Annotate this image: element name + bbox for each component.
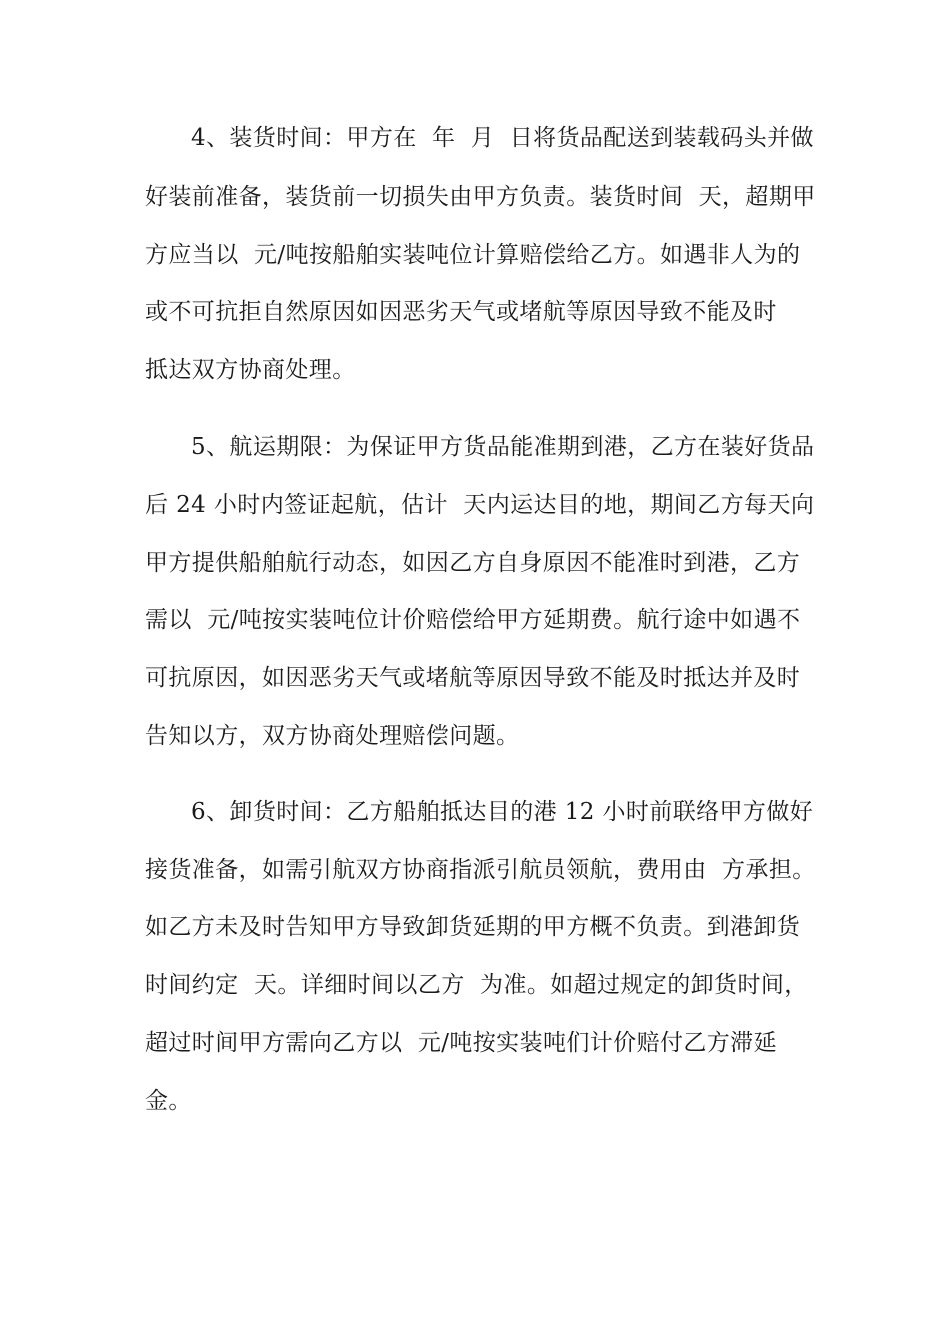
- paragraph-4-line-2: 好装前准备，装货前一切损失由甲方负责。装货时间 天，超期甲: [145, 184, 816, 210]
- paragraph-6-line-6: 金。: [145, 1088, 192, 1114]
- paragraph-5-line-3: 甲方提供船舶航行动态，如因乙方自身原因不能准时到港，乙方: [145, 550, 801, 576]
- paragraph-4-line-3: 方应当以 元/吨按船舶实装吨位计算赔偿给乙方。如遇非人为的: [145, 242, 801, 268]
- paragraph-5-line-2: 后 24 小时内签证起航，估计 天内运达目的地，期间乙方每天向: [145, 492, 815, 518]
- paragraph-6-line-3: 如乙方未及时告知甲方导致卸货延期的甲方概不负责。到港卸货: [145, 914, 801, 940]
- paragraph-5-line-6: 告知以方，双方协商处理赔偿问题。: [145, 723, 520, 749]
- paragraph-5-line-4: 需以 元/吨按实装吨位计价赔偿给甲方延期费。航行途中如遇不: [145, 607, 801, 633]
- paragraph-6-line-2: 接货准备，如需引航双方协商指派引航员领航，费用由 方承担。: [145, 857, 816, 883]
- paragraph-4-line-1: 4、装货时间：甲方在 年 月 日将货品配送到装载码头并做: [191, 125, 814, 151]
- paragraph-4-line-4: 或不可抗拒自然原因如因恶劣天气或堵航等原因导致不能及时: [145, 299, 777, 325]
- paragraph-6-line-1: 6、卸货时间：乙方船舶抵达目的港 12 小时前联络甲方做好: [191, 799, 814, 825]
- paragraph-5-line-5: 可抗原因，如因恶劣天气或堵航等原因导致不能及时抵达并及时: [145, 665, 801, 691]
- paragraph-6-line-4: 时间约定 天。详细时间以乙方 为准。如超过规定的卸货时间，: [145, 972, 808, 998]
- paragraph-6-line-5: 超过时间甲方需向乙方以 元/吨按实装吨们计价赔付乙方滞延: [145, 1030, 777, 1056]
- paragraph-5-line-1: 5、航运期限：为保证甲方货品能准期到港，乙方在装好货品: [191, 434, 815, 460]
- paragraph-4-line-5: 抵达双方协商处理。: [145, 357, 356, 383]
